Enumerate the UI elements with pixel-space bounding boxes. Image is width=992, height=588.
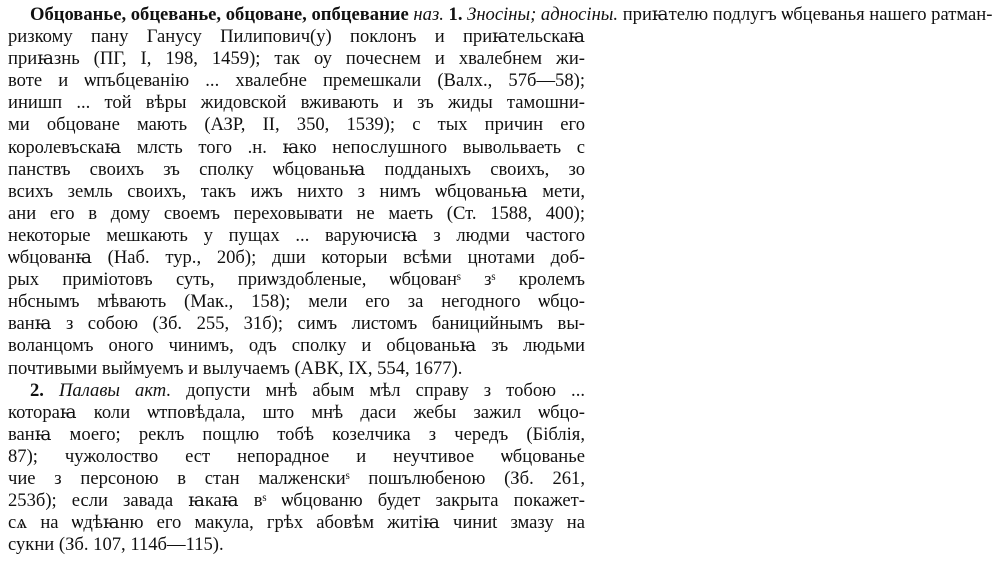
sense-gloss: Палавы акт. [59,379,172,401]
line-text: приꙗтелю подлугъ ѡбцеванья нашего ратман- [618,4,992,25]
text-line: ризкому пану Ганусу Пилипович(у) поклонъ и приꙗтельскаꙗ [8,26,585,48]
text-line: 87); чужолоство ест непорадное и неучтивое ѡбцованье [8,445,585,467]
text-line: 253б); если завада ꙗкаꙗ вˢ ѡбцованю будет закрыта покажет- [8,490,585,512]
text-line: ванꙗ моего; реклъ пощлю тобѣ козелчика з чередъ (Біблія, [8,423,585,445]
text-line: сѧ на ѡдѣꙗню его макула, грѣх абовѣм житіꙗ чиниt змазу на [8,512,585,534]
text-line: приꙗзнь (ПГ, I, 198, 1459); так оу почеснем и хвалебнем жи- [8,48,585,70]
part-of-speech: наз. [413,4,444,25]
text-line: панствъ своихъ зъ сполку ѡбцованьꙗ подданыхъ своихъ, зо [8,158,585,180]
text-line: королевъскаꙗ млсть того .н. ꙗко непослушного вывольваеть с [8,136,585,158]
text-line: некоторые мешкають у пущах ... варуючисꙗ з людми частого [8,224,585,246]
text-line: ванꙗ з собою (Зб. 255, 31б); симъ листомъ баницийнымъ вы- [8,313,585,335]
sense-1-paragraph [8,4,992,380]
text-line [8,380,585,402]
text-line: всихъ земль своихъ, такъ ижъ нихто з нимъ ѡбцованьꙗ мети, [8,180,585,202]
text-line: котораꙗ коли ѡтповѣдала, што мнѣ даси жебы зажил ѡбцо- [8,401,585,423]
sense-number: 2. [30,379,44,401]
headword: Обцованье, обцеванье, обцоване, опбцевание [30,4,409,25]
text-line: нбснымъ мѣвають (Мак., 158); мели его за негодного ѡбцо- [8,291,585,313]
text-line: чие з персоною в стан малженскиˢ пошълюбеною (Зб. 261, [8,467,585,489]
text-line: воланцомъ оного чинимъ, одъ сполку и обцованьꙗ зъ людьми [8,335,585,357]
text-line: сукни (Зб. 107, 114б—115). [8,534,224,556]
sense-2-paragraph [8,380,585,557]
sense-gloss: Зносіны; адносіны. [467,4,619,25]
text-line: воте и ѡпъбцеванію ... хвалебне премешкали (Валх., 57б—58); [8,70,585,92]
text-line: ѡбцованꙗ (Наб. тур., 20б); дши которыи всѣми цнотами доб- [8,247,585,269]
line-text: допусти мнѣ абым мѣл справу з тобою ... [171,379,585,401]
sense-number: 1. [448,4,463,25]
text-line: рых приміотовъ суть, приѡздобленые, ѡбцованˢ зˢ кролемъ [8,269,585,291]
text-line: ми обцоване мають (АЗР, II, 350, 1539); с тых причин его [8,114,585,136]
text-line: инишп ... той вѣры жидовской вживають и зъ жиды тамошни- [8,92,585,114]
text-line [8,4,992,26]
text-line: ани его в дому своемъ переховывати не маеть (Ст. 1588, 400); [8,202,585,224]
text-line: почтивыми выймуемъ и вылучаемъ (АВК, IX, 554, 1677). [8,357,463,379]
